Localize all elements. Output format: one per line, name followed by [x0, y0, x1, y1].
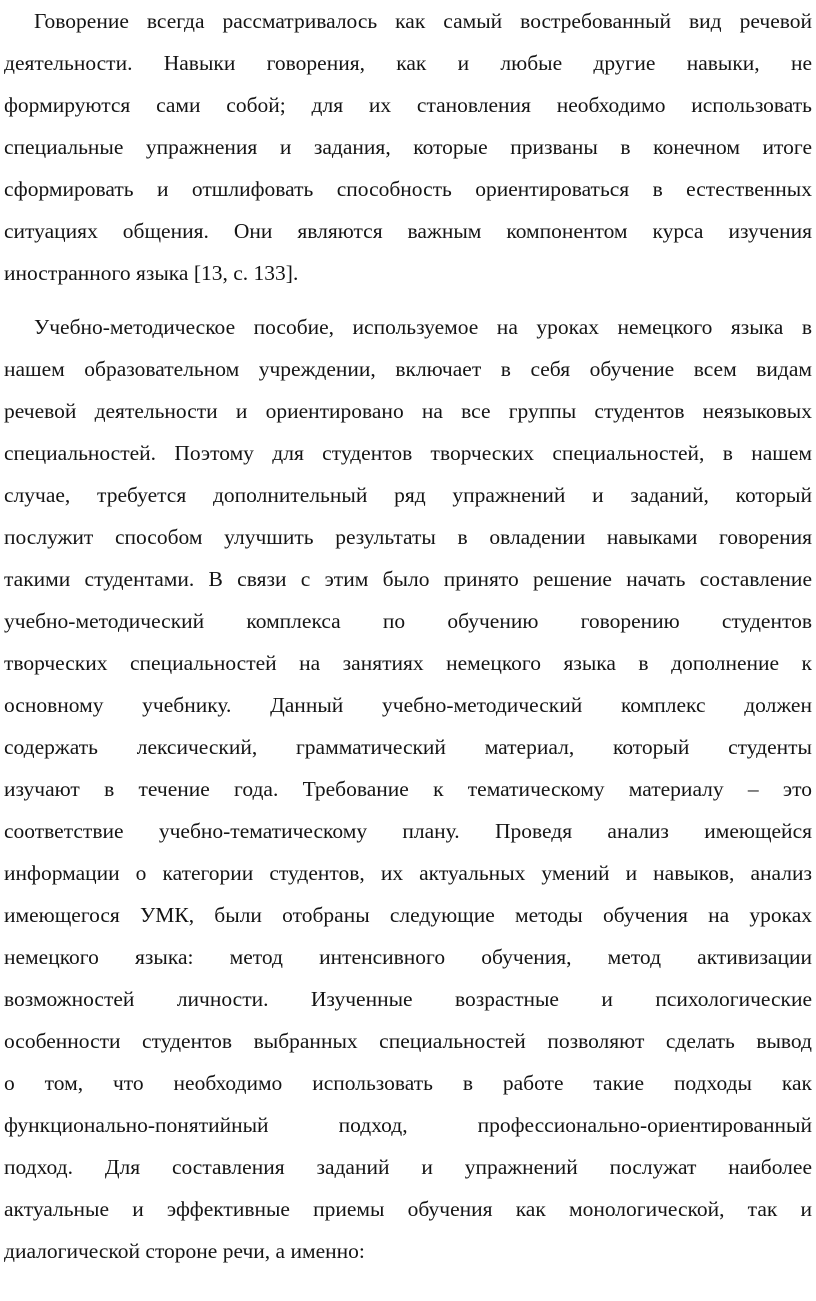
paragraph-line: возможностей личности. Изученные возрастные и психологические	[4, 987, 812, 1011]
paragraph-1	[4, 0, 812, 294]
paragraph-line: информации о категории студентов, их актуальных умений и навыков, анализ	[4, 861, 812, 885]
paragraph-line: актуальные и эффективные приемы обучения как монологической, так и	[4, 1197, 812, 1221]
paragraph-line: специальные упражнения и задания, которые призваны в конечном итоге	[4, 135, 812, 159]
paragraph-line: изучают в течение года. Требование к тематическому материалу – это	[4, 777, 812, 801]
paragraph-line: содержать лексический, грамматический материал, который студенты	[4, 735, 812, 759]
paragraph-line: сформировать и отшлифовать способность ориентироваться в естественных	[4, 177, 812, 201]
paragraph-line: формируются сами собой; для их становления необходимо использовать	[4, 93, 812, 117]
paragraph-line: Говорение всегда рассматривалось как самый востребованный вид речевой	[34, 9, 812, 33]
paragraph-line: диалогической стороне речи, а именно:	[4, 1239, 365, 1263]
paragraph-line: такими студентами. В связи с этим было принято решение начать составление	[4, 567, 812, 591]
paragraph-line: подход. Для составления заданий и упражнений послужат наиболее	[4, 1155, 812, 1179]
paragraph-line: специальностей. Поэтому для студентов творческих специальностей, в нашем	[4, 441, 812, 465]
paragraph-line: речевой деятельности и ориентировано на все группы студентов неязыковых	[4, 399, 812, 423]
paragraph-line: ситуациях общения. Они являются важным компонентом курса изучения	[4, 219, 812, 243]
paragraph-line: творческих специальностей на занятиях немецкого языка в дополнение к	[4, 651, 812, 675]
paragraph-line: Учебно-методическое пособие, используемое на уроках немецкого языка в	[34, 315, 812, 339]
paragraph-line: нашем образовательном учреждении, включает в себя обучение всем видам	[4, 357, 812, 381]
paragraph-line: немецкого языка: метод интенсивного обучения, метод активизации	[4, 945, 812, 969]
paragraph-line: имеющегося УМК, были отобраны следующие методы обучения на уроках	[4, 903, 812, 927]
paragraph-line: случае, требуется дополнительный ряд упражнений и заданий, который	[4, 483, 812, 507]
paragraph-line: о том, что необходимо использовать в работе такие подходы как	[4, 1071, 812, 1095]
paragraph-line: учебно-методический комплекса по обучению говорению студентов	[4, 609, 812, 633]
paragraph-line: послужит способом улучшить результаты в овладении навыками говорения	[4, 525, 812, 549]
paragraph-line: основному учебнику. Данный учебно-методический комплекс должен	[4, 693, 812, 717]
paragraph-2	[4, 306, 812, 1272]
paragraph-line: особенности студентов выбранных специальностей позволяют сделать вывод	[4, 1029, 812, 1053]
paragraph-line: функционально-понятийный подход, профессионально-ориентированный	[4, 1113, 812, 1137]
paragraph-line: иностранного языка [13, с. 133].	[4, 261, 299, 285]
paragraph-line: соответствие учебно-тематическому плану. Проведя анализ имеющейся	[4, 819, 812, 843]
paragraph-line: деятельности. Навыки говорения, как и любые другие навыки, не	[4, 51, 812, 75]
